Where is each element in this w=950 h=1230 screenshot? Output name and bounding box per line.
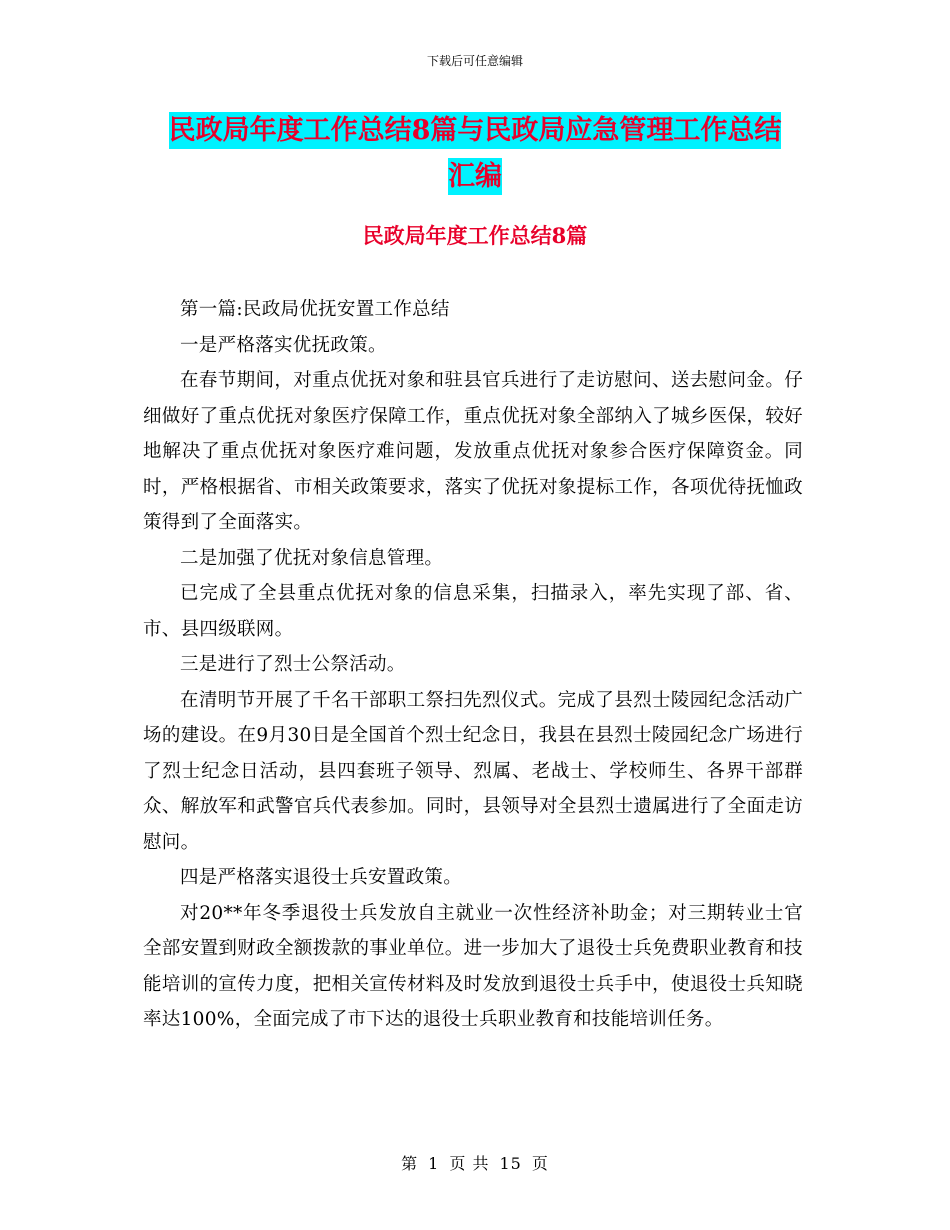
footer-prefix: 第 — [401, 1154, 419, 1173]
paragraph-3: 在清明节开展了千名干部职工祭扫先烈仪式。完成了县烈士陵园纪念活动广场的建设。在9月30日是全国首个烈士纪念日，我县在县烈士陵园纪念广场进行了烈士纪念日活动，县四套班子领导、烈属、老战士、学校师生、各界干部群众、解放军和武警官兵代表参加。同时，县领导对全县烈士遗属进行了全面走访慰问。 — [143, 689, 803, 853]
paragraph-4: 对20**年冬季退役士兵发放自主就业一次性经济补助金；对三期转业士官全部安置到财政全额拨款的事业单位。进一步加大了退役士兵免费职业教育和技能培训的宣传力度，把相关宣传材料及时发放到退役士兵手中，使退役士兵知晓率达100%，全面完成了市下达的退役士兵职业教育和技能培训任务。 — [143, 902, 803, 1030]
subheading-1: 一是严格落实优抚政策。 — [180, 334, 387, 356]
page-number: 1 — [428, 1154, 440, 1173]
document-title-line-2: 汇编 — [448, 158, 502, 195]
page-footer — [0, 1153, 950, 1175]
subheading-3: 三是进行了烈士公祭活动。 — [180, 654, 406, 675]
subheading-4: 四是严格落实退役士兵安置政策。 — [180, 867, 463, 888]
footer-middle: 页 共 — [449, 1154, 490, 1173]
subheading-2: 二是加强了优抚对象信息管理。 — [180, 547, 444, 569]
page-header-note: 下载后可任意编辑 — [426, 54, 523, 68]
document-title — [100, 108, 850, 200]
chapter-heading: 第一篇:民政局优抚安置工作总结 — [180, 299, 450, 320]
section-title: 民政局年度工作总结8篇 — [362, 223, 588, 248]
paragraph-2: 已完成了全县重点优抚对象的信息采集，扫描录入，率先实现了部、省、市、县四级联网。 — [143, 583, 803, 640]
paragraph-1: 在春节期间，对重点优抚对象和驻县官兵进行了走访慰问、送去慰问金。仔细做好了重点优抚对象医疗保障工作，重点优抚对象全部纳入了城乡医保，较好地解决了重点优抚对象医疗难问题，发放重点优抚对象参合医疗保障资金。同时，严格根据省、市相关政策要求，落实了优抚对象提标工作，各项优待抚恤政策得到了全面落实。 — [143, 370, 803, 533]
document-title-line-1: 民政局年度工作总结8篇与民政局应急管理工作总结 — [169, 112, 782, 149]
document-body — [143, 292, 803, 1038]
total-pages: 15 — [499, 1154, 522, 1173]
footer-suffix: 页 — [531, 1154, 549, 1173]
